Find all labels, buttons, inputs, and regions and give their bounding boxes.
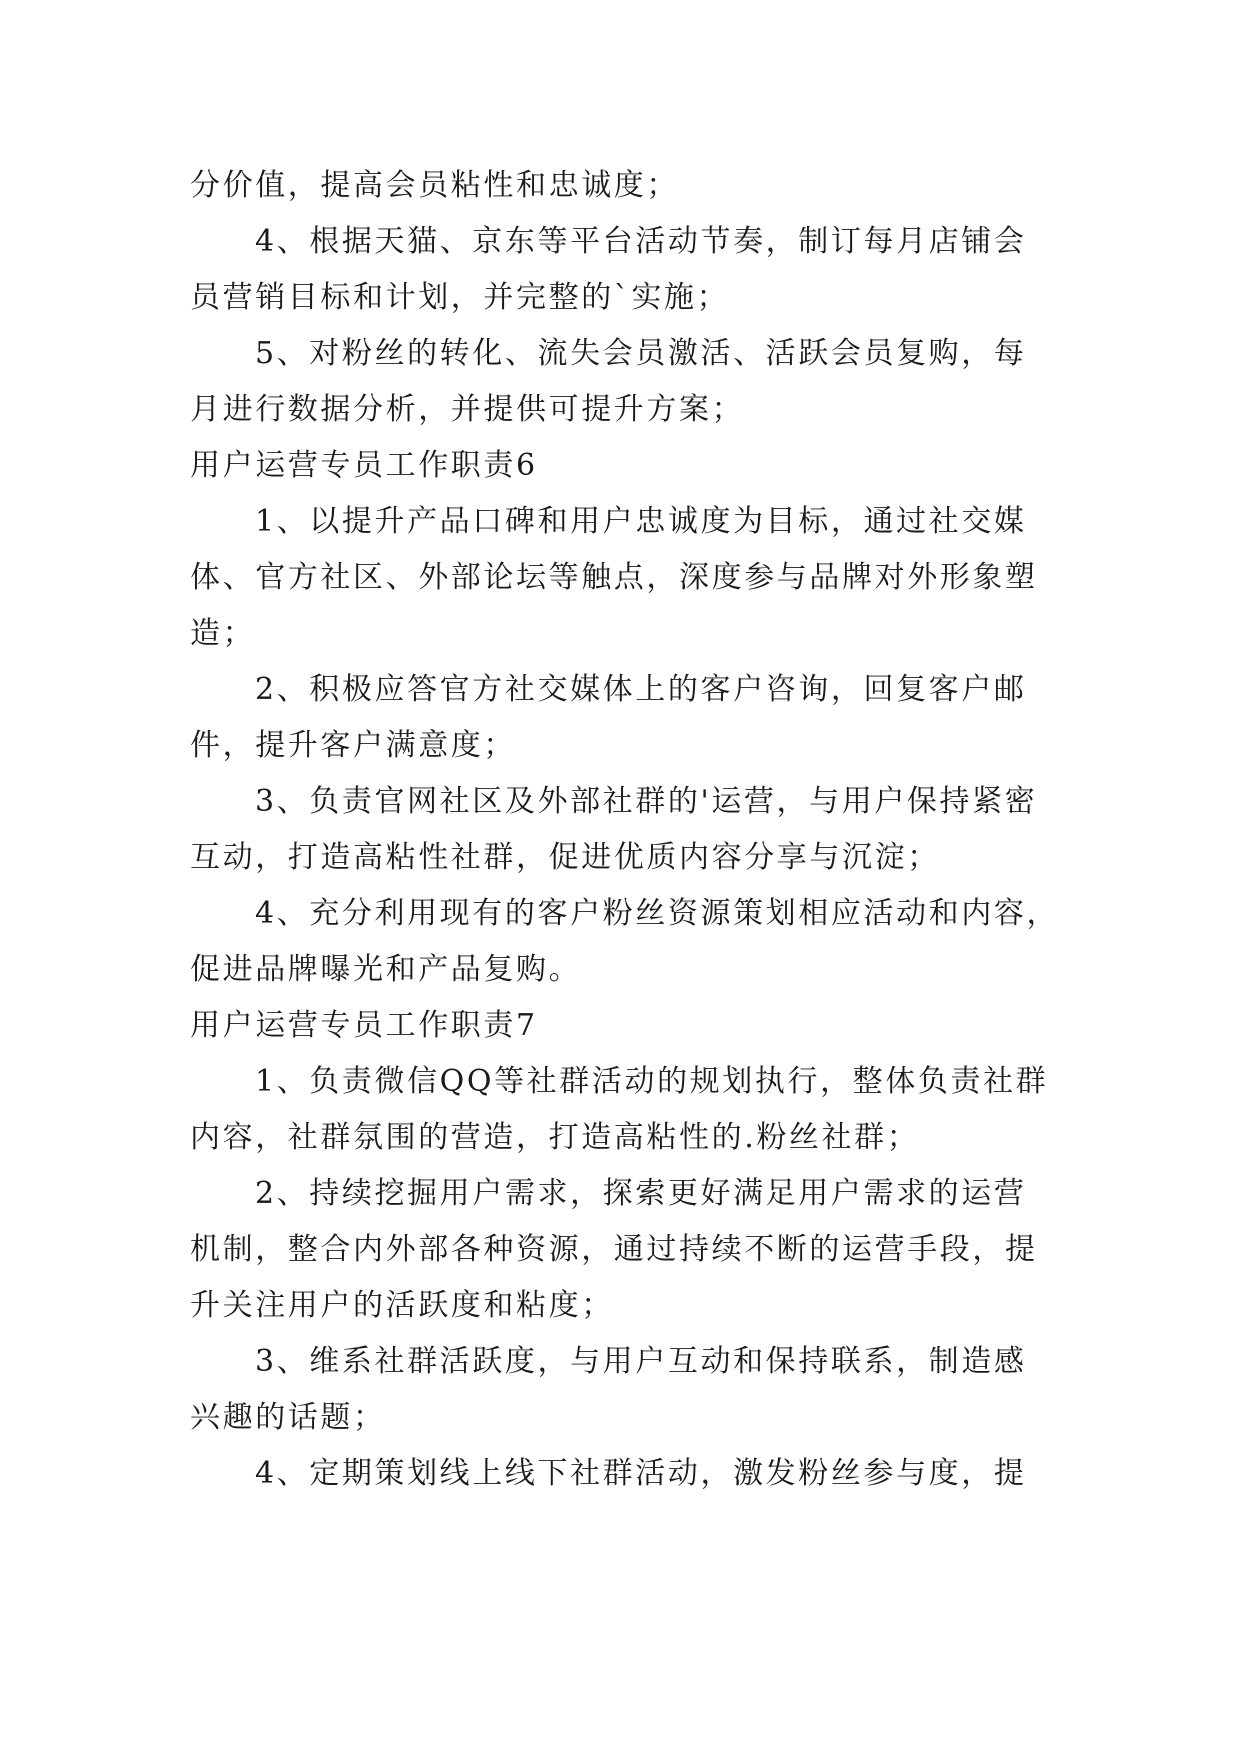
- text-line: 互动，打造高粘性社群，促进优质内容分享与沉淀；: [190, 840, 940, 875]
- text-line: 内容，社群氛围的营造，打造高粘性的.粉丝社群；: [190, 1120, 920, 1155]
- text-line: 月进行数据分析，并提供可提升方案；: [190, 392, 745, 427]
- list-item-line: 2、持续挖掘用户需求，探索更好满足用户需求的运营: [255, 1176, 1027, 1211]
- text-line: 造；: [190, 616, 256, 651]
- list-item-line: 1、以提升产品口碑和用户忠诚度为目标，通过社交媒: [255, 504, 1027, 539]
- list-item-line: 4、充分利用现有的客户粉丝资源策划相应活动和内容，: [255, 896, 1060, 931]
- section-heading: 用户运营专员工作职责7: [190, 1008, 538, 1043]
- text-line: 分价值，提高会员粘性和忠诚度；: [190, 168, 679, 203]
- text-line: 员营销目标和计划，并完整的`实施；: [190, 280, 730, 315]
- section-heading: 用户运营专员工作职责6: [190, 448, 538, 483]
- list-item-line: 3、维系社群活跃度，与用户互动和保持联系，制造感: [255, 1344, 1027, 1379]
- list-item-line: 4、根据天猫、京东等平台活动节奏，制订每月店铺会: [255, 224, 1027, 259]
- list-item-line: 3、负责官网社区及外部社群的'运营，与用户保持紧密: [255, 784, 1038, 819]
- text-line: 促进品牌曝光和产品复购。: [190, 952, 582, 987]
- list-item-line: 1、负责微信QQ等社群活动的规划执行，整体负责社群: [255, 1064, 1049, 1099]
- text-line: 兴趣的话题；: [190, 1400, 386, 1435]
- list-item-line: 5、对粉丝的转化、流失会员激活、活跃会员复购，每: [255, 336, 1027, 371]
- text-line: 件，提升客户满意度；: [190, 728, 516, 763]
- text-line: 升关注用户的活跃度和粘度；: [190, 1288, 614, 1323]
- text-line: 体、官方社区、外部论坛等触点，深度参与品牌对外形象塑: [190, 560, 1038, 595]
- text-line: 机制，整合内外部各种资源，通过持续不断的运营手段，提: [190, 1232, 1038, 1267]
- list-item-line: 2、积极应答官方社交媒体上的客户咨询，回复客户邮: [255, 672, 1027, 707]
- list-item-line: 4、定期策划线上线下社群活动，激发粉丝参与度，提: [255, 1456, 1027, 1491]
